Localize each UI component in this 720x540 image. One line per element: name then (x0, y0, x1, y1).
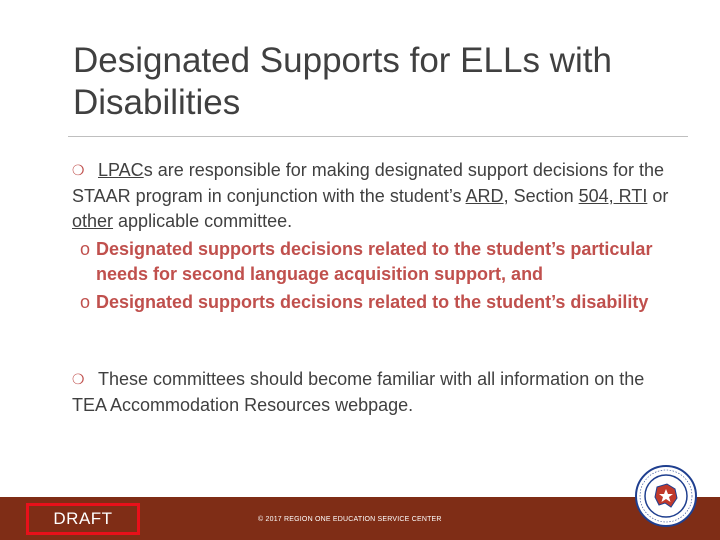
draft-label: DRAFT (53, 509, 113, 528)
circle-bullet-icon: o (80, 239, 91, 259)
sub-bullet-text: Designated supports decisions related to the student’s particular needs for second language acquisition support, and (96, 239, 653, 284)
title-divider (68, 136, 688, 137)
bullet-item (72, 367, 672, 418)
sub-bullet-item (72, 237, 672, 287)
region-one-seal-icon (635, 465, 697, 527)
bullet-text: , Section (503, 186, 579, 206)
link-ard[interactable]: ARD (465, 186, 504, 206)
link-lpac[interactable]: LPAC (98, 160, 144, 180)
sub-bullet-item (72, 290, 672, 315)
bullet-text: or (647, 186, 669, 206)
link-other[interactable]: other (72, 211, 114, 231)
slide-title: Designated Supports for ELLs with Disabilities (73, 41, 612, 122)
bullet-text: s are responsible for making designated support decisions for the STAAR program in conjunction with the student’s (72, 160, 664, 206)
copyright-text: © 2017 REGION ONE EDUCATION SERVICE CENTER (258, 516, 442, 523)
bullet-text: These committees should become familiar with all information on the TEA Accommodation Resources webpage. (72, 369, 645, 415)
bullet-text: applicable committee. (113, 211, 293, 231)
slide-content (72, 158, 672, 418)
outlined-bullet-icon: ❍ (72, 162, 85, 178)
circle-bullet-icon: o (80, 292, 91, 312)
outlined-bullet-icon: ❍ (72, 371, 85, 387)
sub-bullet-text: Designated supports decisions related to the student’s disability (96, 292, 649, 312)
link-504-rti[interactable]: 504, RTI (578, 186, 648, 206)
bullet-item (72, 158, 672, 234)
draft-badge (26, 503, 140, 535)
